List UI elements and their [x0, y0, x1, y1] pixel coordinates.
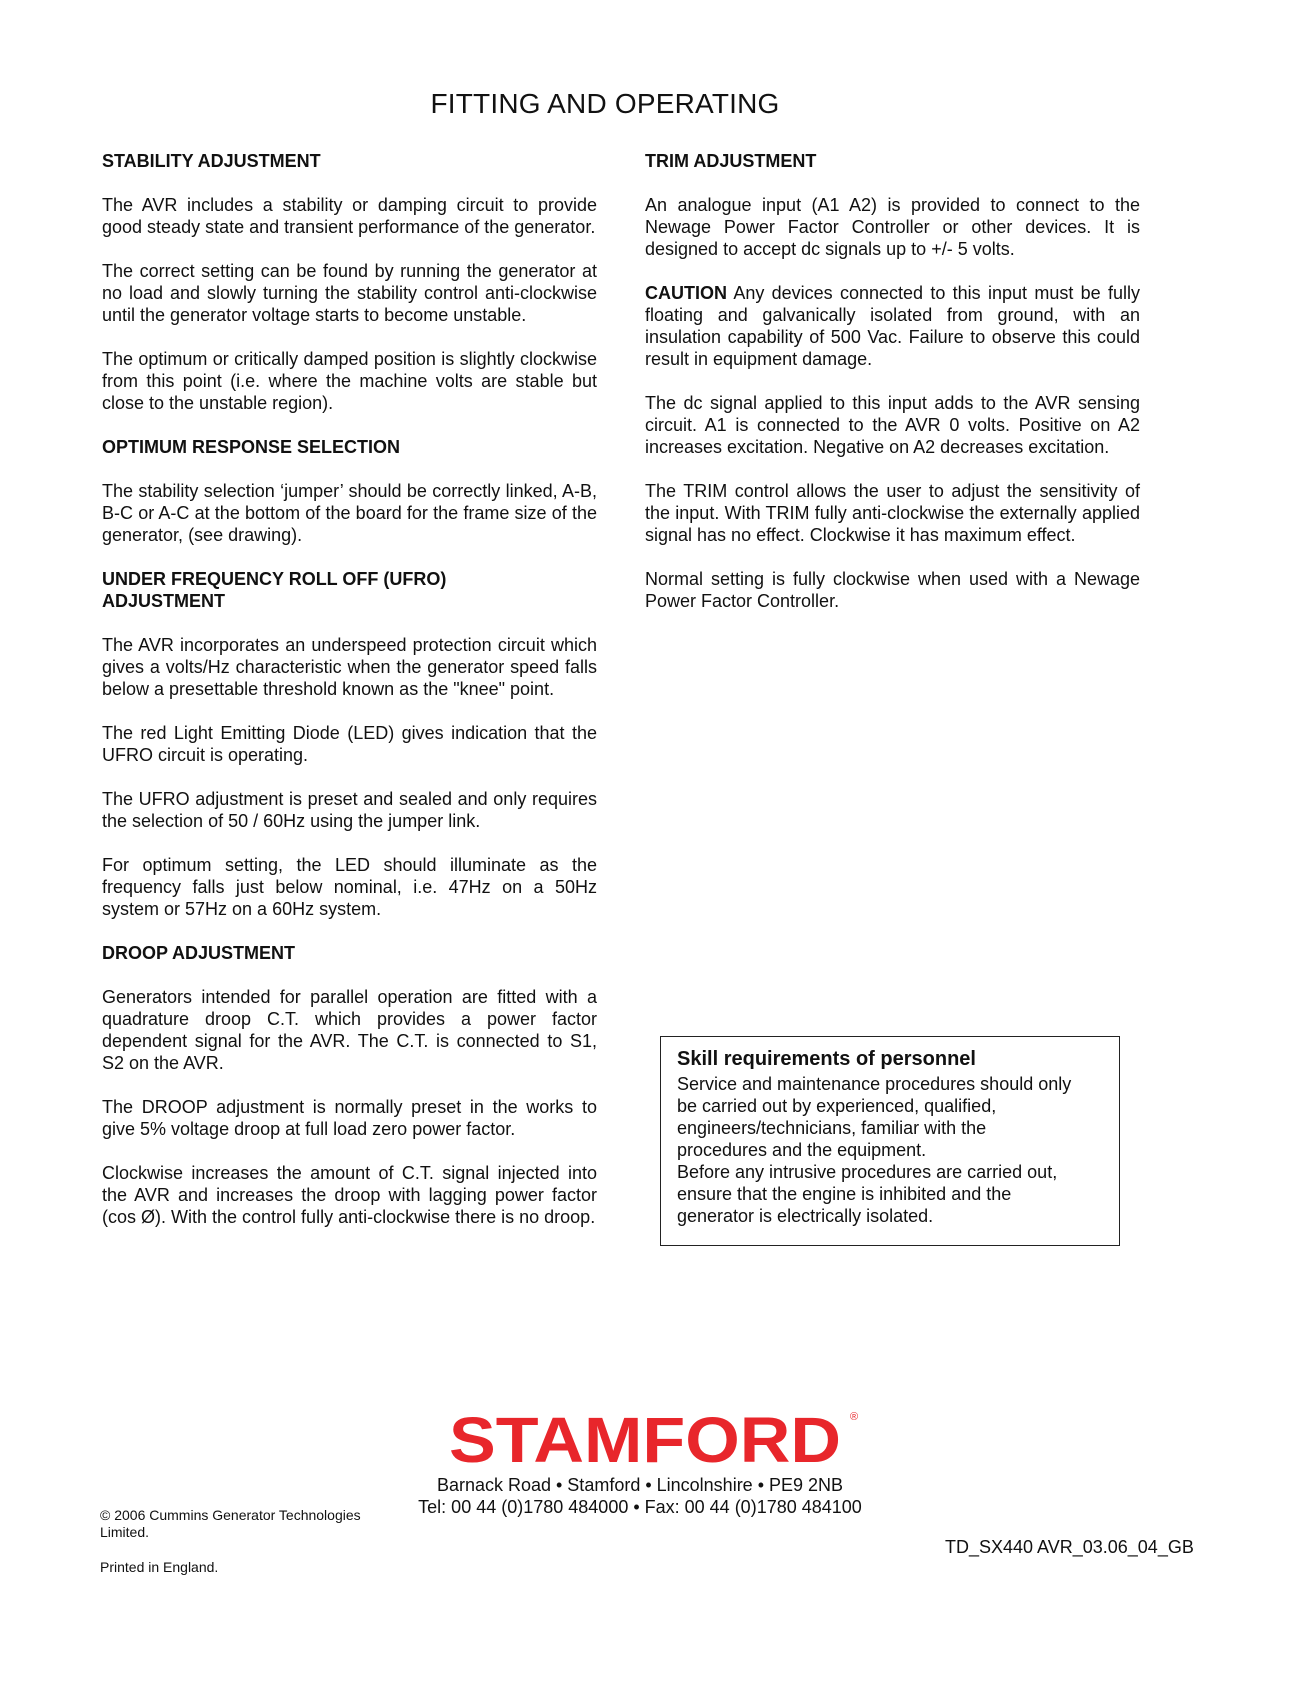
- skill-requirements-title: Skill requirements of personnel: [677, 1048, 976, 1070]
- trim-paragraph-5: Normal setting is fully clockwise when used with a Newage Power Factor Controller.: [645, 569, 1140, 611]
- skill-line: procedures and the equipment.: [677, 1140, 927, 1160]
- skill-line: ensure that the engine is inhibited and the: [677, 1184, 1012, 1204]
- stability-heading: STABILITY ADJUSTMENT: [102, 151, 321, 171]
- skill-line: engineers/technicians, familiar with the: [677, 1118, 987, 1138]
- trim-paragraph-3: The dc signal applied to this input adds to the AVR sensing circuit. A1 is connected to the AVR 0 volts. Positive on A2 increases excitation. Negative on A2 decreases excitation.: [645, 393, 1140, 457]
- caution-label: CAUTION: [645, 283, 727, 303]
- skill-requirements-box: [660, 1036, 1120, 1246]
- contact-line: Tel: 00 44 (0)1780 484000 • Fax: 00 44 (0)1780 484100: [418, 1497, 862, 1517]
- optimum-response-paragraph: The stability selection ‘jumper’ should be correctly linked, A-B, B-C or A-C at the bottom of the board for the frame size of the generator, (see drawing).: [102, 481, 597, 545]
- trim-paragraph-4: The TRIM control allows the user to adjust the sensitivity of the input. With TRIM fully anti-clockwise the externally applied signal has no effect. Clockwise it has maximum effect.: [645, 481, 1140, 545]
- skill-line: Service and maintenance procedures should only: [677, 1074, 1072, 1094]
- copyright-line-2: Limited.: [100, 1524, 150, 1540]
- skill-line: be carried out by experienced, qualified,: [677, 1096, 997, 1116]
- stamford-logo: [0, 1402, 1300, 1477]
- caution-text: Any devices connected to this input must be fully floating and galvanically isolated from ground, with an insulation capability of 500 Vac. Failure to observe this could result in equipment damage.: [645, 283, 1140, 369]
- ufro-paragraph-2: The red Light Emitting Diode (LED) gives indication that the UFRO circuit is operating.: [102, 723, 597, 765]
- skill-line: generator is electrically isolated.: [677, 1206, 934, 1226]
- droop-paragraph-1: Generators intended for parallel operation are fitted with a quadrature droop C.T. which provides a power factor dependent signal for the AVR. The C.T. is connected to S1, S2 on the AVR.: [102, 987, 597, 1073]
- ufro-heading: [102, 568, 597, 612]
- logo-wordmark: STAMFORD: [449, 1404, 841, 1472]
- trim-paragraph-1: An analogue input (A1 A2) is provided to connect to the Newage Power Factor Controller or other devices. It is designed to accept dc signals up to +/- 5 volts.: [645, 195, 1140, 259]
- stamford-logo-mark: [440, 1402, 860, 1472]
- copyright-notice: [100, 1507, 400, 1541]
- page-title: FITTING AND OPERATING: [430, 88, 780, 119]
- ufro-paragraph-1: The AVR incorporates an underspeed protection circuit which gives a volts/Hz characteristic when the generator speed falls below a presettable threshold known as the "knee" point.: [102, 635, 597, 699]
- document-reference: TD_SX440 AVR_03.06_04_GB: [945, 1537, 1194, 1557]
- skill-line: Before any intrusive procedures are carried out,: [677, 1162, 1058, 1182]
- ufro-heading-line-2: ADJUSTMENT: [102, 591, 226, 611]
- ufro-paragraph-4: For optimum setting, the LED should illuminate as the frequency falls just below nominal, i.e. 47Hz on a 50Hz system or 57Hz on a 60Hz system.: [102, 855, 597, 919]
- ufro-paragraph-3: The UFRO adjustment is preset and sealed and only requires the selection of 50 / 60Hz using the jumper link.: [102, 789, 597, 831]
- left-column: [102, 150, 597, 1250]
- stability-paragraph-3: The optimum or critically damped position is slightly clockwise from this point (i.e. where the machine volts are stable but close to the unstable region).: [102, 349, 597, 413]
- droop-paragraph-3: Clockwise increases the amount of C.T. signal injected into the AVR and increases the droop with lagging power factor (cos Ø). With the control fully anti-clockwise there is no droop.: [102, 1163, 597, 1227]
- caution-paragraph: [645, 282, 1140, 370]
- ufro-heading-line-1: UNDER FREQUENCY ROLL OFF (UFRO): [102, 569, 447, 589]
- droop-paragraph-2: The DROOP adjustment is normally preset in the works to give 5% voltage droop at full load zero power factor.: [102, 1097, 597, 1139]
- stability-paragraph-1: The AVR includes a stability or damping circuit to provide good steady state and transient performance of the generator.: [102, 195, 597, 237]
- optimum-response-heading: OPTIMUM RESPONSE SELECTION: [102, 437, 401, 457]
- logo-registered-mark: ®: [850, 1411, 859, 1423]
- printed-in-note: Printed in England.: [100, 1559, 219, 1575]
- address-line: Barnack Road • Stamford • Lincolnshire • PE9 2NB: [436, 1475, 844, 1495]
- address-block: [400, 1474, 880, 1518]
- stability-paragraph-2: The correct setting can be found by running the generator at no load and slowly turning the stability control anti-clockwise until the generator voltage starts to become unstable.: [102, 261, 597, 325]
- droop-heading: DROOP ADJUSTMENT: [102, 943, 296, 963]
- trim-heading: TRIM ADJUSTMENT: [645, 151, 817, 171]
- right-column: [645, 150, 1140, 634]
- copyright-line-1: © 2006 Cummins Generator Technologies: [100, 1507, 361, 1523]
